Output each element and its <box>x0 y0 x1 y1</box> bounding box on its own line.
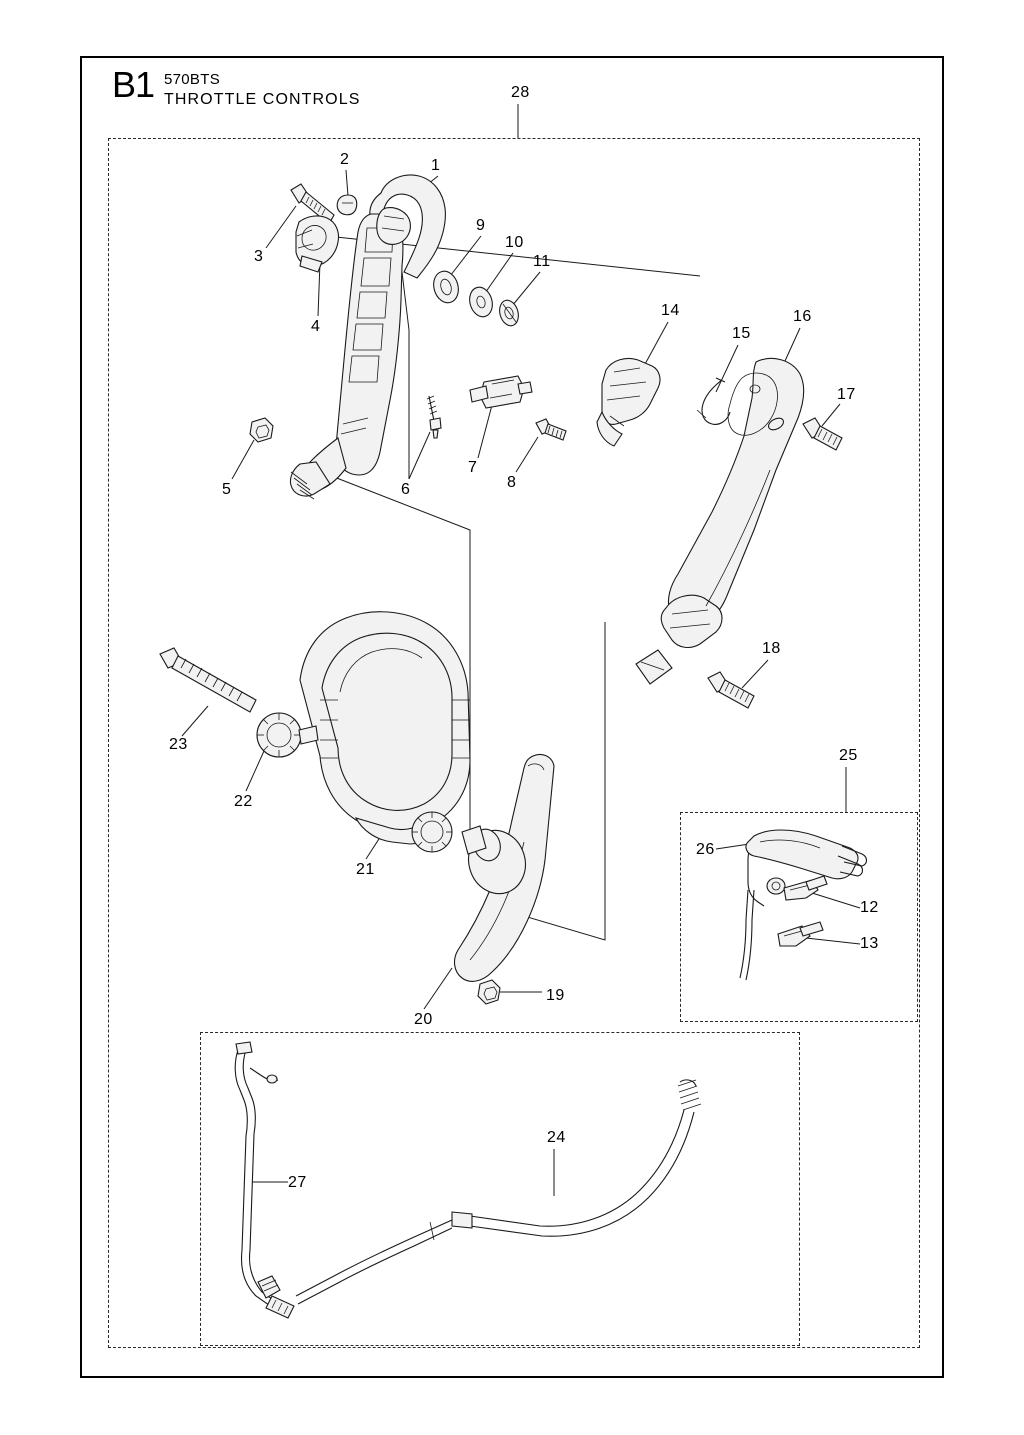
page-title: THROTTLE CONTROLS <box>164 91 361 108</box>
callout-label: 1 <box>431 157 441 174</box>
callout-label: 20 <box>414 1011 433 1028</box>
section-code: B1 <box>112 64 155 105</box>
callout-label: 5 <box>222 481 232 498</box>
callout-label: 21 <box>356 861 375 878</box>
callout-label: 16 <box>793 308 812 325</box>
callout-label: 15 <box>732 325 751 342</box>
callout-label: 22 <box>234 793 253 810</box>
callout-label: 9 <box>476 217 486 234</box>
callout-label: 3 <box>254 248 264 265</box>
callout-label: 7 <box>468 459 478 476</box>
callout-label: 19 <box>546 987 565 1004</box>
callout-label: 24 <box>547 1129 566 1146</box>
callout-label: 10 <box>505 234 524 251</box>
callout-label: 25 <box>839 747 858 764</box>
callout-label: 6 <box>401 481 411 498</box>
callout-label: 13 <box>860 935 879 952</box>
callout-label: 11 <box>533 253 551 270</box>
callout-label: 2 <box>340 151 350 168</box>
model-number: 570BTS <box>164 71 220 88</box>
callout-label: 27 <box>288 1174 307 1191</box>
callout-label: 28 <box>511 84 530 101</box>
callout-label: 23 <box>169 736 188 753</box>
callout-label: 8 <box>507 474 517 491</box>
callout-label: 17 <box>837 386 856 403</box>
callout-label: 12 <box>860 899 879 916</box>
callout-label: 4 <box>311 318 321 335</box>
callout-label: 14 <box>661 302 680 319</box>
callout-label: 26 <box>696 841 715 858</box>
callout-label: 18 <box>762 640 781 657</box>
